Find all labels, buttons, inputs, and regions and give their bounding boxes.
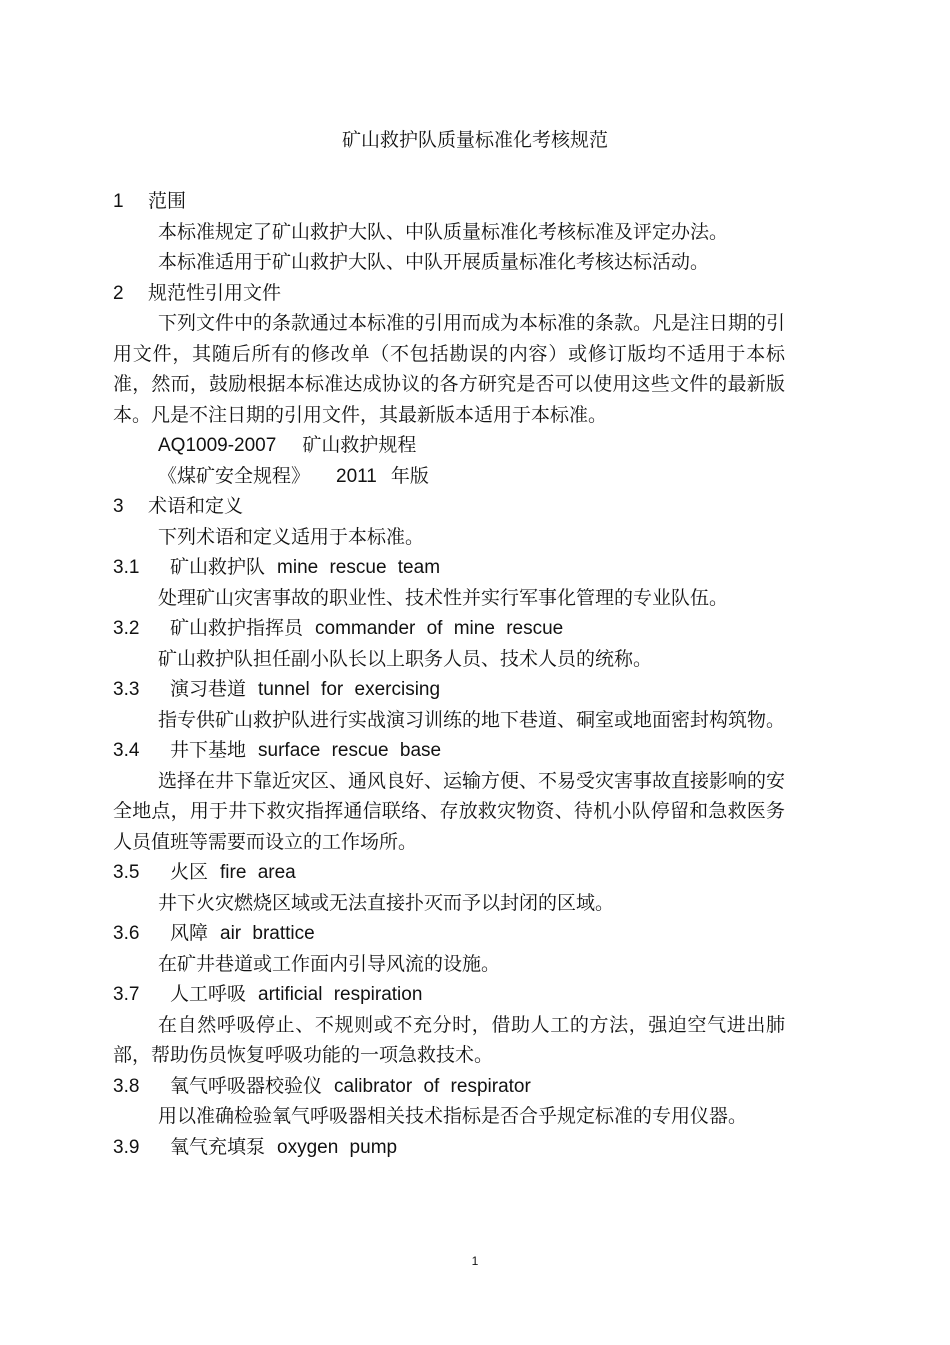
section-title: 规范性引用文件 [148,281,282,304]
term-number: 3.8 [113,1075,140,1097]
term-definition: 处理矿山灾害事故的职业性、技术性并实行军事化管理的专业队伍。 [158,586,729,609]
term-chinese: 火区 [170,861,209,883]
term-heading [113,552,785,583]
term-definition: 在自然呼吸停止、不规则或不充分时，借助人工的方法，强迫空气进出肺部，帮助伤员恢复呼吸功能的一项急救技术。 [113,1013,785,1066]
term-chinese: 氧气充填泵 [170,1135,266,1158]
section-heading-normative-references [113,278,785,309]
term-chinese: 风障 [170,922,209,944]
term-heading [113,1071,785,1102]
term-heading [113,674,785,705]
term-definition: 选择在井下靠近灾区、通风良好、运输方便、不易受灾害事故直接影响的安全地点，用于井下救灾指挥通信联络、存放救灾物资、待机小队停留和急救医务人员值班等需要而设立的工作场所。 [113,769,786,853]
term-english: mine rescue team [277,557,441,578]
reference-name: 《煤矿安全规程》 [158,464,311,487]
term-number: 3.9 [113,1136,140,1158]
term-heading [113,918,785,949]
term-chinese: 人工呼吸 [170,983,247,1005]
document-body [113,186,785,1162]
section-number: 2 [113,282,124,304]
term-number: 3.5 [113,862,140,883]
term-number: 3.3 [113,679,140,700]
term-number: 3.4 [113,740,140,761]
section-title: 术语和定义 [148,495,244,517]
term-chinese: 矿山救护指挥员 [170,617,304,639]
reference-item [113,461,785,492]
reference-code: AQ1009-2007 [158,435,277,456]
term-definition: 井下火灾燃烧区域或无法直接扑灭而予以封闭的区域。 [158,891,615,914]
term-english: surface rescue base [258,740,442,761]
term-heading [113,979,785,1010]
term-heading [113,613,785,644]
page-number: 1 [471,1254,479,1268]
paragraph: 本标准规定了矿山救护大队、中队质量标准化考核标准及评定办法。 [158,220,729,243]
term-english: artificial respiration [258,984,423,1005]
term-chinese: 矿山救护队 [170,556,266,578]
paragraph: 下列术语和定义适用于本标准。 [158,525,425,548]
term-chinese: 氧气呼吸器校验仪 [170,1074,323,1097]
paragraph: 本标准适用于矿山救护大队、中队开展质量标准化考核达标活动。 [158,251,710,273]
reference-item [113,430,785,461]
term-english: calibrator of respirator [334,1075,531,1097]
term-number: 3.7 [113,984,140,1005]
term-chinese: 井下基地 [170,739,247,761]
term-heading [113,735,785,766]
term-number: 3.2 [113,618,140,639]
term-chinese: 演习巷道 [170,678,247,700]
term-number: 3.6 [113,923,140,944]
document-title: 矿山救护队质量标准化考核规范 [341,129,608,151]
reference-suffix: 年版 [390,464,429,487]
term-english: air brattice [220,923,315,944]
term-english: fire area [220,862,296,883]
term-heading [113,1132,785,1163]
section-number: 3 [113,496,124,517]
term-number: 3.1 [113,557,140,578]
paragraph: 下列文件中的条款通过本标准的引用而成为本标准的条款。凡是注日期的引用文件，其随后所有的修改单（不包括勘误的内容）或修订版均不适用于本标准，然而，鼓励根据本标准达成协议的各方研究是否可以使用这些文件的最新版本。凡是不注日期的引用文件，其最新版本适用于本标准。 [113,312,786,426]
reference-name: 矿山救护规程 [302,434,417,456]
term-definition: 用以准确检验氧气呼吸器相关技术指标是否合乎规定标准的专用仪器。 [158,1105,748,1127]
term-english: oxygen pump [277,1136,398,1158]
term-definition: 在矿井巷道或工作面内引导风流的设施。 [158,952,501,975]
reference-year: 2011 [336,465,377,487]
term-english: commander of mine rescue [315,618,564,639]
section-heading-scope [113,186,785,217]
term-definition: 指专供矿山救护队进行实战演习训练的地下巷道、硐室或地面密封构筑物。 [158,708,786,731]
term-definition: 矿山救护队担任副小队长以上职务人员、技术人员的统称。 [158,647,653,670]
term-english: tunnel for exercising [258,679,441,700]
section-heading-terms [113,491,785,522]
term-heading [113,857,785,888]
section-number: 1 [113,191,124,212]
section-title: 范围 [148,190,187,212]
